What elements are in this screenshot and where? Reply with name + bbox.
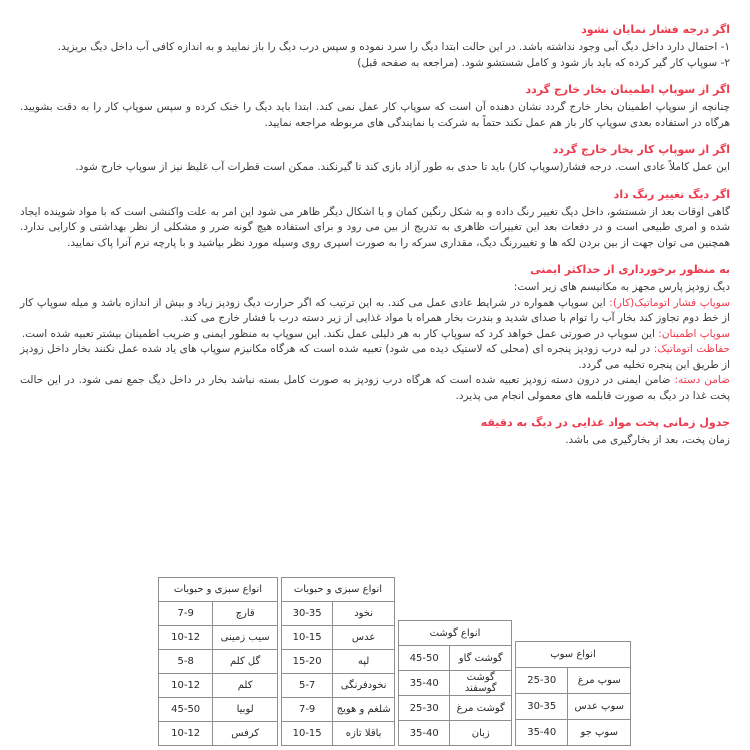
table-title: انواع سبزی و حبوبات [282, 578, 395, 602]
mechanism-item [20, 373, 730, 404]
table-title: انواع گوشت [399, 621, 512, 646]
section-heading: اگر از سوپاپ کار بخار خارج گردد [552, 143, 730, 156]
cook-time-cell: 10-12 [159, 626, 213, 650]
food-name-cell: سیب زمینی [213, 626, 278, 650]
cook-time-cell: 7-9 [282, 698, 333, 722]
cook-time-cell: 35-40 [399, 671, 450, 696]
paragraph: چنانچه از سوپاپ اطمینان بخار خارج گردد نشان دهنده آن است که سوپاپ کار عمل نمی کند. ابتدا باید دیگ را خنک کرده و سپس سوپاپ کار را به دقت بشویید. هرگاه در استفاده بعدی سوپاپ کار باز هم عمل نکند حتماً به شرکت یا نمایندگی های مربوطه مراجعه نمایید. [20, 101, 730, 129]
cook-time-cell: 10-15 [282, 722, 333, 746]
cook-time-cell: 10-12 [159, 674, 213, 698]
table-header-row [159, 578, 278, 602]
table-row [282, 698, 395, 722]
section-cooking-times [20, 415, 730, 449]
table-row [159, 650, 278, 674]
paragraph: ۱- احتمال دارد داخل دیگ آبی وجود نداشته باشد. در این حالت ابتدا دیگ را سرد نموده و سپس درب دیگ را باز نمایید و به اندازه کافی آب داخل دیگ بریزید. [57, 41, 730, 53]
meat-table [398, 620, 512, 746]
cook-time-cell: 35-40 [399, 721, 450, 746]
table-row [399, 696, 512, 721]
mechanism-label: حفاظت اتوماتیک: [653, 343, 731, 355]
cook-time-cell: 15-20 [282, 650, 333, 674]
table-row [399, 721, 512, 746]
section-heading: اگر از سوپاپ اطمینان بخار خارج گردد [525, 83, 730, 96]
table-header-row [516, 642, 631, 668]
cook-time-cell: 5-7 [282, 674, 333, 698]
section-pot-discoloration [20, 187, 730, 252]
section-heading: اگر درجه فشار نمایان نشود [581, 23, 730, 36]
section-heading: اگر دیگ تغییر رنگ داد [613, 187, 730, 201]
paragraph: این عمل کاملاً عادی است. درجه فشار(سوپاپ کار) باید تا حدی به طور آزاد بازی کند تا گیرنکند. ممکن است قطرات آب غلیظ نیز از سوپاپ خارج شود. [75, 161, 730, 173]
table-row [516, 668, 631, 694]
cooking-tables-strip [158, 577, 631, 746]
table-title: انواع سبزی و حبوبات [159, 578, 278, 602]
food-name-cell: شلغم و هویج [333, 698, 395, 722]
table-row [159, 626, 278, 650]
cook-time-cell: 25-30 [399, 696, 450, 721]
cook-time-cell: 25-30 [516, 668, 568, 694]
table-row [282, 674, 395, 698]
food-name-cell: زبان [450, 721, 512, 746]
cook-time-cell: 45-50 [159, 698, 213, 722]
cook-time-cell: 30-35 [516, 694, 568, 720]
mechanism-label: ضامن دسته: [674, 374, 730, 386]
mechanism-text: ضامن ایمنی در درون دسته زودپز تعبیه شده است که هرگاه درب زودپز به صورت کامل بسته نباشد بخار در داخل دیگ جمع نمی شود. در این حالت پخت غذا در دیگ به صورت قابلمه های معمولی انجام می پذیرد. [20, 374, 730, 402]
section-heading: به منظور برخورداری از حداکثر ایمنی [530, 263, 730, 276]
section-pressure-gauge-not-shown [20, 22, 730, 71]
food-name-cell: لپه [333, 650, 395, 674]
mechanism-text: در لبه درب زودپز پنجره ای (محلی که لاستیک دیده می شود) تعبیه شده است که هرگاه مکانیزم سوپاپ های یاد شده عمل نکنند بخار داخل زودپز از طریق این پنجره تخلیه می گردد. [20, 343, 730, 371]
mechanism-item [20, 342, 730, 373]
food-name-cell: گل کلم [213, 650, 278, 674]
food-name-cell: لوبیا [213, 698, 278, 722]
food-name-cell: گوشت گاو [450, 646, 512, 671]
paragraph: ۲- سوپاپ کار گیر کرده که باید باز شود و کامل شستشو شود. (مراجعه به صفحه قبل) [357, 56, 730, 69]
food-name-cell: سوپ عدس [568, 694, 631, 720]
cook-time-cell: 30-35 [282, 602, 333, 626]
food-name-cell: نخود [333, 602, 395, 626]
table-row [159, 674, 278, 698]
table-header-row [282, 578, 395, 602]
soup-table [515, 641, 631, 746]
food-name-cell: گوشت مرغ [450, 696, 512, 721]
food-name-cell: کرفس [213, 722, 278, 746]
food-name-cell: عدس [333, 626, 395, 650]
table-header-row [399, 621, 512, 646]
food-name-cell: سوپ مرغ [568, 668, 631, 694]
vegetables-table-1 [158, 577, 278, 746]
table-row [159, 602, 278, 626]
section-maximum-safety [20, 262, 730, 404]
table-row [159, 722, 278, 746]
food-name-cell: قارچ [213, 602, 278, 626]
mechanism-text: این سوپاپ همواره در شرایط عادی عمل می کند. به این ترتیب که اگر حرارت دیگ زودپز زیاد و بیش از اندازه باشد و میله سوپاپ کار از خط دوم تجاوز کند بخار آب را توام با صدای شدید و بندرت بخار همراه با مواد غذایی از زیر دسته درب با فشار خارج می کند. [20, 296, 730, 324]
table-row [516, 694, 631, 720]
paragraph: گاهی اوقات بعد از شستشو، داخل دیگ تغییر رنگ داده و به شکل رنگین کمان و یا اشکال دیگر ظاهر می شود این امر به علت واکنشی است که با مواد شوینده ایجاد شده و امری طبیعی است و در دفعات بعد این تغییرات ظاهری به تدریج از بین می رود و برای استفاده هیچ گونه ضرر و مشکلی از نظر بهداشتی و کارایی ندارد. همچنین می توان جهت از بین بردن لکه ها و تغییررنگ دیگ، مقداری سرکه را به صورت اسپری روی وسیله مورد نظر بپاشید و با پارچه نرم آنرا پاک نمایید. [20, 205, 730, 249]
table-row [516, 720, 631, 746]
table-row [282, 626, 395, 650]
food-name-cell: نخودفرنگی [333, 674, 395, 698]
section-heading: جدول زمانی پخت مواد غذایی در دیگ به دقیقه [480, 416, 730, 429]
cooking-note: زمان پخت، بعد از بخارگیری می باشد. [565, 434, 730, 446]
table-row [159, 698, 278, 722]
food-name-cell: کلم [213, 674, 278, 698]
vegetables-table-2 [281, 577, 395, 746]
cook-time-cell: 5-8 [159, 650, 213, 674]
food-name-cell: گوشت گوسفند [450, 671, 512, 696]
mechanism-text: این سوپاپ در صورتی عمل خواهد کرد که سوپاپ کار به هر دلیلی عمل نکند. این سوپاپ به منظور ایمنی و ضریب اطمینان بیشتر تعبیه شده است. [21, 327, 655, 340]
cook-time-cell: 7-9 [159, 602, 213, 626]
cook-time-cell: 10-15 [282, 626, 333, 650]
mechanism-item [20, 296, 730, 327]
table-row [399, 646, 512, 671]
mechanism-label: سوپاپ فشار اتوماتیک(کار): [609, 296, 730, 309]
mechanism-label: سوپاپ اطمینان: [658, 327, 730, 340]
table-row [282, 650, 395, 674]
table-row [399, 671, 512, 696]
section-working-valve-steam [20, 142, 730, 176]
food-name-cell: باقلا تازه [333, 722, 395, 746]
cook-time-cell: 10-12 [159, 722, 213, 746]
table-row [282, 602, 395, 626]
mechanism-item [20, 327, 730, 343]
cook-time-cell: 45-50 [399, 646, 450, 671]
table-row [282, 722, 395, 746]
table-title: انواع سوپ [516, 642, 631, 668]
section-safety-valve-steam [20, 82, 730, 131]
cook-time-cell: 35-40 [516, 720, 568, 746]
food-name-cell: سوپ جو [568, 720, 631, 746]
manual-content [20, 22, 730, 460]
safety-intro: دیگ زودپز پارس مجهز به مکانیسم های زیر است: [513, 281, 730, 293]
